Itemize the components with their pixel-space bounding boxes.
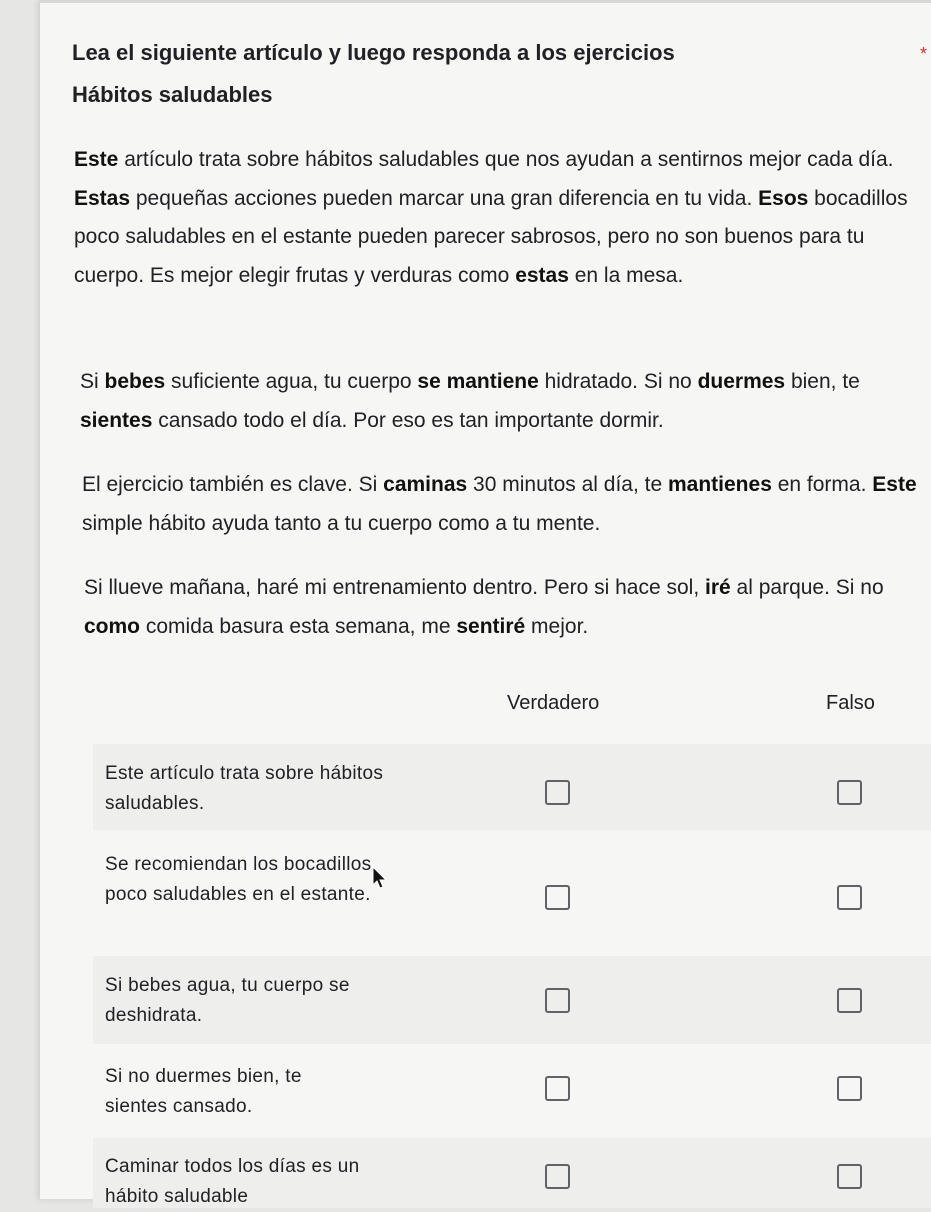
row-label: Si bebes agua, tu cuerpo se deshidrata. [105, 975, 350, 1026]
grid-row [93, 956, 931, 1044]
emphasized-word: duermes [697, 370, 786, 393]
article-paragraph-2: Si bebes suficiente agua, tu cuerpo se mantiene hidratado. Si no duermes bien, te sientes cansado todo el día. Por eso es tan importante dormir. [80, 370, 860, 432]
checkbox-verdadero[interactable] [545, 1076, 570, 1101]
emphasized-word: caminas [383, 473, 468, 496]
emphasized-word: sientes [80, 408, 153, 432]
checkbox-verdadero[interactable] [545, 885, 570, 910]
checkbox-verdadero[interactable] [545, 988, 570, 1013]
emphasized-word: bebes [104, 370, 166, 393]
emphasized-word: Este [872, 473, 917, 496]
emphasized-word: como [84, 614, 141, 638]
emphasized-word: estas [515, 263, 569, 287]
row-label: Si no duermes bien, te sientes cansado. [105, 1066, 302, 1117]
article-paragraph-1: Este artículo trata sobre hábitos saludables que nos ayudan a sentirnos mejor cada día. Estas pequeñas acciones pueden marcar una gran diferencia en tu vida. Esos bocadillos poco saludables en el estante pueden parecer sabrosos, pero no son buenos para tu cuerpo. Es mejor elegir frutas y verduras como estas en la mesa. [74, 148, 908, 287]
row-label: Caminar todos los días es un hábito saludable [105, 1156, 360, 1207]
grid-row [93, 744, 931, 830]
emphasized-word: iré [705, 576, 731, 599]
emphasized-word: se mantiene [417, 370, 539, 393]
question-title: Lea el siguiente artículo y luego responda a los ejercicios [72, 40, 675, 65]
article-paragraph-4: Si llueve mañana, haré mi entrenamiento dentro. Pero si hace sol, iré al parque. Si no como comida basura esta semana, me sentiré mejor. [84, 576, 884, 638]
checkbox-falso[interactable] [837, 885, 862, 910]
article-title: Hábitos saludables [72, 82, 273, 107]
checkbox-falso[interactable] [837, 1164, 862, 1189]
grid-row [93, 1050, 931, 1132]
checkbox-verdadero[interactable] [545, 780, 570, 805]
emphasized-word: Esos [758, 186, 809, 210]
column-header-verdadero: Verdadero [507, 692, 600, 714]
checkbox-verdadero[interactable] [545, 1164, 570, 1189]
column-header-falso: Falso [826, 692, 875, 714]
required-asterisk: * [920, 44, 928, 64]
checkbox-falso[interactable] [837, 988, 862, 1013]
mouse-pointer-icon [372, 866, 388, 890]
emphasized-word: sentiré [456, 614, 526, 638]
grid-row [93, 1138, 931, 1208]
emphasized-word: mantienes [668, 473, 772, 496]
emphasized-word: Estas [74, 186, 131, 210]
grid-row [93, 838, 931, 950]
row-label: Este artículo trata sobre hábitos saludables. [105, 763, 384, 814]
emphasized-word: Este [74, 148, 119, 171]
row-label: Se recomiendan los bocadillos poco saludables en el estante. [105, 854, 372, 905]
card-top-border [40, 0, 931, 3]
checkbox-falso[interactable] [837, 780, 862, 805]
article-paragraph-3: El ejercicio también es clave. Si caminas 30 minutos al día, te mantienes en forma. Este simple hábito ayuda tanto a tu cuerpo como a tu mente. [82, 473, 917, 535]
checkbox-falso[interactable] [837, 1076, 862, 1101]
